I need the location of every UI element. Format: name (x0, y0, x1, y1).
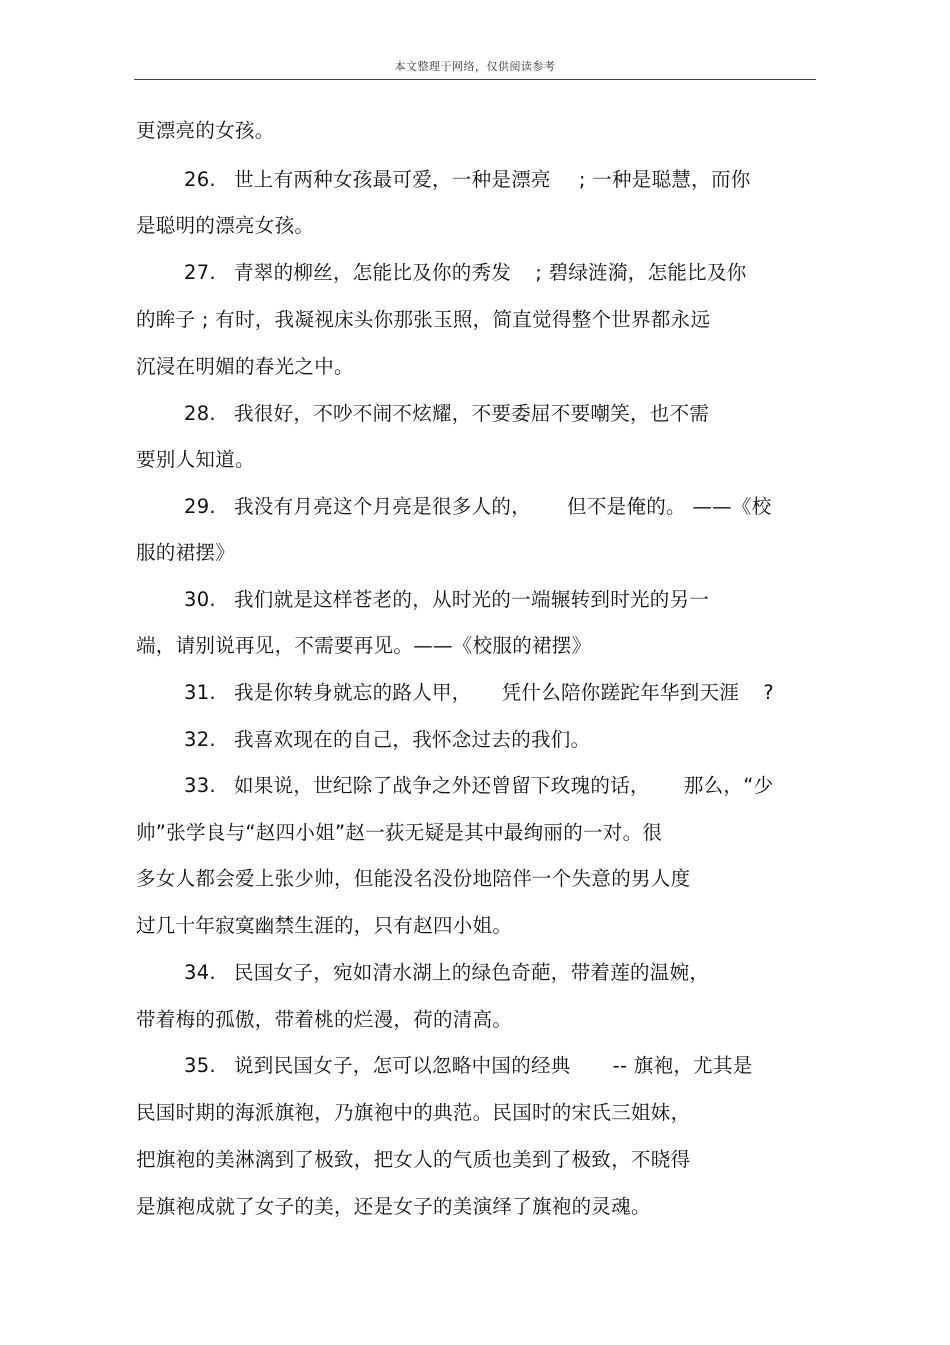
item-number: 27. (184, 261, 216, 284)
item-35: 35. 说到民国女子，怎可以忽略中国的经典 -- 旗袍，尤其是 (184, 1054, 753, 1077)
page-header: 本文整理于网络，仅供阅读参考 (394, 60, 556, 73)
text-line: 民国时期的海派旗袍，乃旗袍中的典范。民国时的宋氏三姐妹， (136, 1101, 691, 1124)
text-line: 带着梅的孤傲，带着桃的烂漫，荷的清高。 (136, 1008, 513, 1031)
text-line: 的眸子 ; 有时，我凝视床头你那张玉照，简直觉得整个世界都永远 (136, 308, 711, 331)
item-number: 35. (184, 1054, 216, 1077)
header-rule (134, 79, 816, 80)
text-line: 端，请别说再见，不需要再见。——《校服的裙摆》 (136, 634, 592, 657)
text-line: 服的裙摆》 (136, 541, 236, 564)
text-line: 过几十年寂寞幽禁生涯的，只有赵四小姐。 (136, 914, 513, 937)
text-line: 多女人都会爱上张少帅，但能没名没份地陪伴一个失意的男人度 (136, 867, 691, 890)
item-31: 31. 我是你转身就忘的路人甲， 凭什么陪你蹉跎年华到天涯 ? (184, 681, 774, 704)
text-line: 把旗袍的美淋漓到了极致，把女人的气质也美到了极致，不晓得 (136, 1148, 691, 1171)
text-line: 是旗袍成就了女子的美，还是女子的美演绎了旗袍的灵魂。 (136, 1195, 651, 1218)
item-number: 30. (184, 588, 216, 611)
item-number: 34. (184, 961, 216, 984)
text-line: 是聪明的漂亮女孩。 (136, 214, 315, 237)
item-30: 30. 我们就是这样苍老的，从时光的一端辗转到时光的另一 (184, 588, 710, 611)
item-28: 28. 我很好，不吵不闹不炫耀，不要委屈不要嘲笑，也不需 (184, 402, 710, 425)
item-number: 33. (184, 774, 216, 797)
item-32: 32. 我喜欢现在的自己，我怀念过去的我们。 (184, 728, 591, 751)
item-34: 34. 民国女子，宛如清水湖上的绿色奇葩，带着莲的温婉， (184, 961, 710, 984)
item-number: 29. (184, 495, 216, 518)
item-number: 26. (184, 168, 216, 191)
item-number: 32. (184, 728, 216, 751)
item-number: 31. (184, 681, 216, 704)
item-29: 29. 我没有月亮这个月亮是很多人的， 但不是俺的。 ——《校 (184, 495, 772, 518)
text-line: 沉浸在明媚的春光之中。 (136, 355, 354, 378)
item-27: 27. 青翠的柳丝，怎能比及你的秀发 ; 碧绿涟漪，怎能比及你 (184, 261, 747, 284)
item-26: 26. 世上有两种女孩最可爱，一种是漂亮 ; 一种是聪慧，而你 (184, 168, 751, 191)
text-line: 要别人知道。 (136, 448, 255, 471)
text-line: 更漂亮的女孩。 (136, 119, 275, 142)
item-33: 33. 如果说，世纪除了战争之外还曾留下玫瑰的话， 那么，“少 (184, 774, 774, 797)
text-line: 帅”张学良与“赵四小姐”赵一荻无疑是其中最绚丽的一对。很 (136, 821, 663, 844)
item-number: 28. (184, 402, 216, 425)
